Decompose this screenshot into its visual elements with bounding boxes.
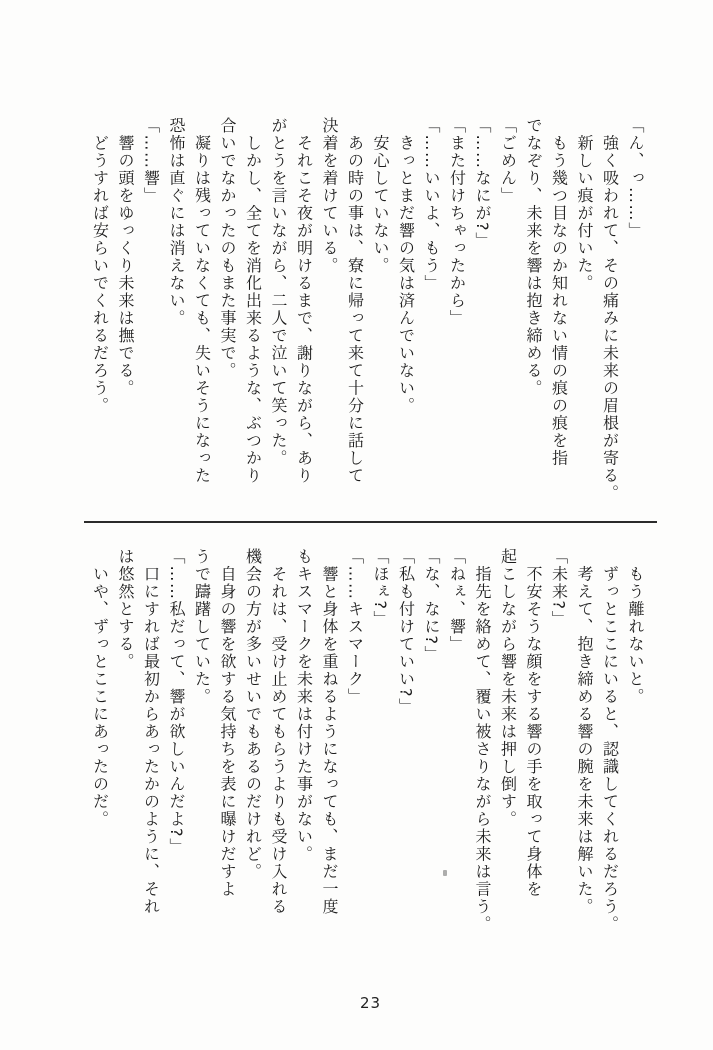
text-column: 「……私だって、響が欲しいんだよ?」 bbox=[167, 548, 186, 856]
text-column: 「な、なに?」 bbox=[422, 548, 441, 663]
text-column: どうすれば安らいでくれるだろう。 bbox=[90, 117, 110, 415]
text-column: 「……キスマーク」 bbox=[345, 548, 365, 706]
text-column: 合いでなかったのもまた事実で。 bbox=[218, 117, 237, 380]
text-column: もう離れないと。 bbox=[626, 548, 645, 706]
text-column: 響の頭をゆっくり未来は撫でる。 bbox=[116, 117, 135, 397]
text-column: 決着を着けている。 bbox=[320, 117, 339, 275]
text-column: 「ん、っ……」 bbox=[626, 117, 645, 240]
top-text-block bbox=[87, 117, 648, 523]
text-column: 起こしながら響を未来は押し倒す。 bbox=[498, 548, 518, 828]
text-column: は悠然とする。 bbox=[116, 548, 135, 671]
bottom-text-block bbox=[87, 548, 648, 980]
text-column: 「……いいよ、もう」 bbox=[422, 117, 441, 292]
text-column: 「ほぇ?」 bbox=[371, 548, 390, 628]
text-column: それこそ夜が明けるまで、謝りながら、あり bbox=[294, 117, 314, 485]
text-column: 新しい痕が付いた。 bbox=[575, 117, 594, 292]
text-column: 口にすれば最初からあったかのように、それ bbox=[141, 548, 161, 916]
text-column: 「ごめん」 bbox=[498, 117, 518, 205]
text-column: もう幾つ目なのか知れない情の痕の痕を指 bbox=[549, 117, 569, 467]
text-column: 強く吸われて、その痛みに未来の眉根が寄る。 bbox=[600, 117, 620, 502]
text-column: 響と身体を重ねるようになっても、まだ一度 bbox=[320, 548, 339, 916]
page-number: 23 bbox=[359, 994, 382, 1012]
text-column: 自身の響を欲する気持ちを表に曝けだすよ bbox=[218, 548, 237, 898]
text-column: いや、ずっとここにあったのだ。 bbox=[90, 548, 110, 828]
text-column: 「私も付けていい?」 bbox=[396, 548, 416, 716]
text-column: でなぞり、未来を響は抱き締める。 bbox=[524, 117, 543, 397]
text-column: 「また付けちゃったから」 bbox=[447, 117, 467, 327]
text-column: 「未来?」 bbox=[549, 548, 569, 628]
text-column: 安心していない。 bbox=[371, 117, 390, 275]
text-column: 不安そうな顔をする響の手を取って身体を bbox=[524, 548, 543, 898]
text-column: 考えて、抱き締める響の腕を未来は解いた。 bbox=[575, 548, 594, 916]
text-column: 指先を絡めて、覆い被さりながら未来は言う。 bbox=[473, 548, 492, 933]
text-column: きっとまだ響の気は済んでいない。 bbox=[396, 117, 416, 415]
print-artifact-speck bbox=[443, 870, 447, 876]
text-column: 機会の方が多いせいでもあるのだけれど。 bbox=[243, 548, 263, 881]
text-column: しかし、全てを消化出来るような、ぶつかり bbox=[243, 117, 263, 485]
text-column: がとうを言いながら、二人で泣いて笑った。 bbox=[269, 117, 288, 467]
text-column: あの時の事は、寮に帰って来て十分に話して bbox=[345, 117, 365, 485]
text-column: 「ねぇ、響」 bbox=[447, 548, 467, 653]
section-divider-rule bbox=[84, 521, 657, 523]
text-column: 「……響」 bbox=[141, 117, 161, 205]
text-column: もキスマークを未来は付けた事がない。 bbox=[294, 548, 314, 863]
text-column: 凝りは残っていなくても、失いそうになった bbox=[192, 117, 212, 485]
text-column: ずっとここにいると、認識してくれるだろう。 bbox=[600, 548, 620, 933]
text-column: 恐怖は直ぐには消えない。 bbox=[167, 117, 186, 327]
text-column: 「……なにが?」 bbox=[473, 117, 492, 250]
text-column: それは、受け止めてもらうよりも受け入れる bbox=[269, 548, 288, 916]
text-column: うで躊躇していた。 bbox=[192, 548, 212, 706]
